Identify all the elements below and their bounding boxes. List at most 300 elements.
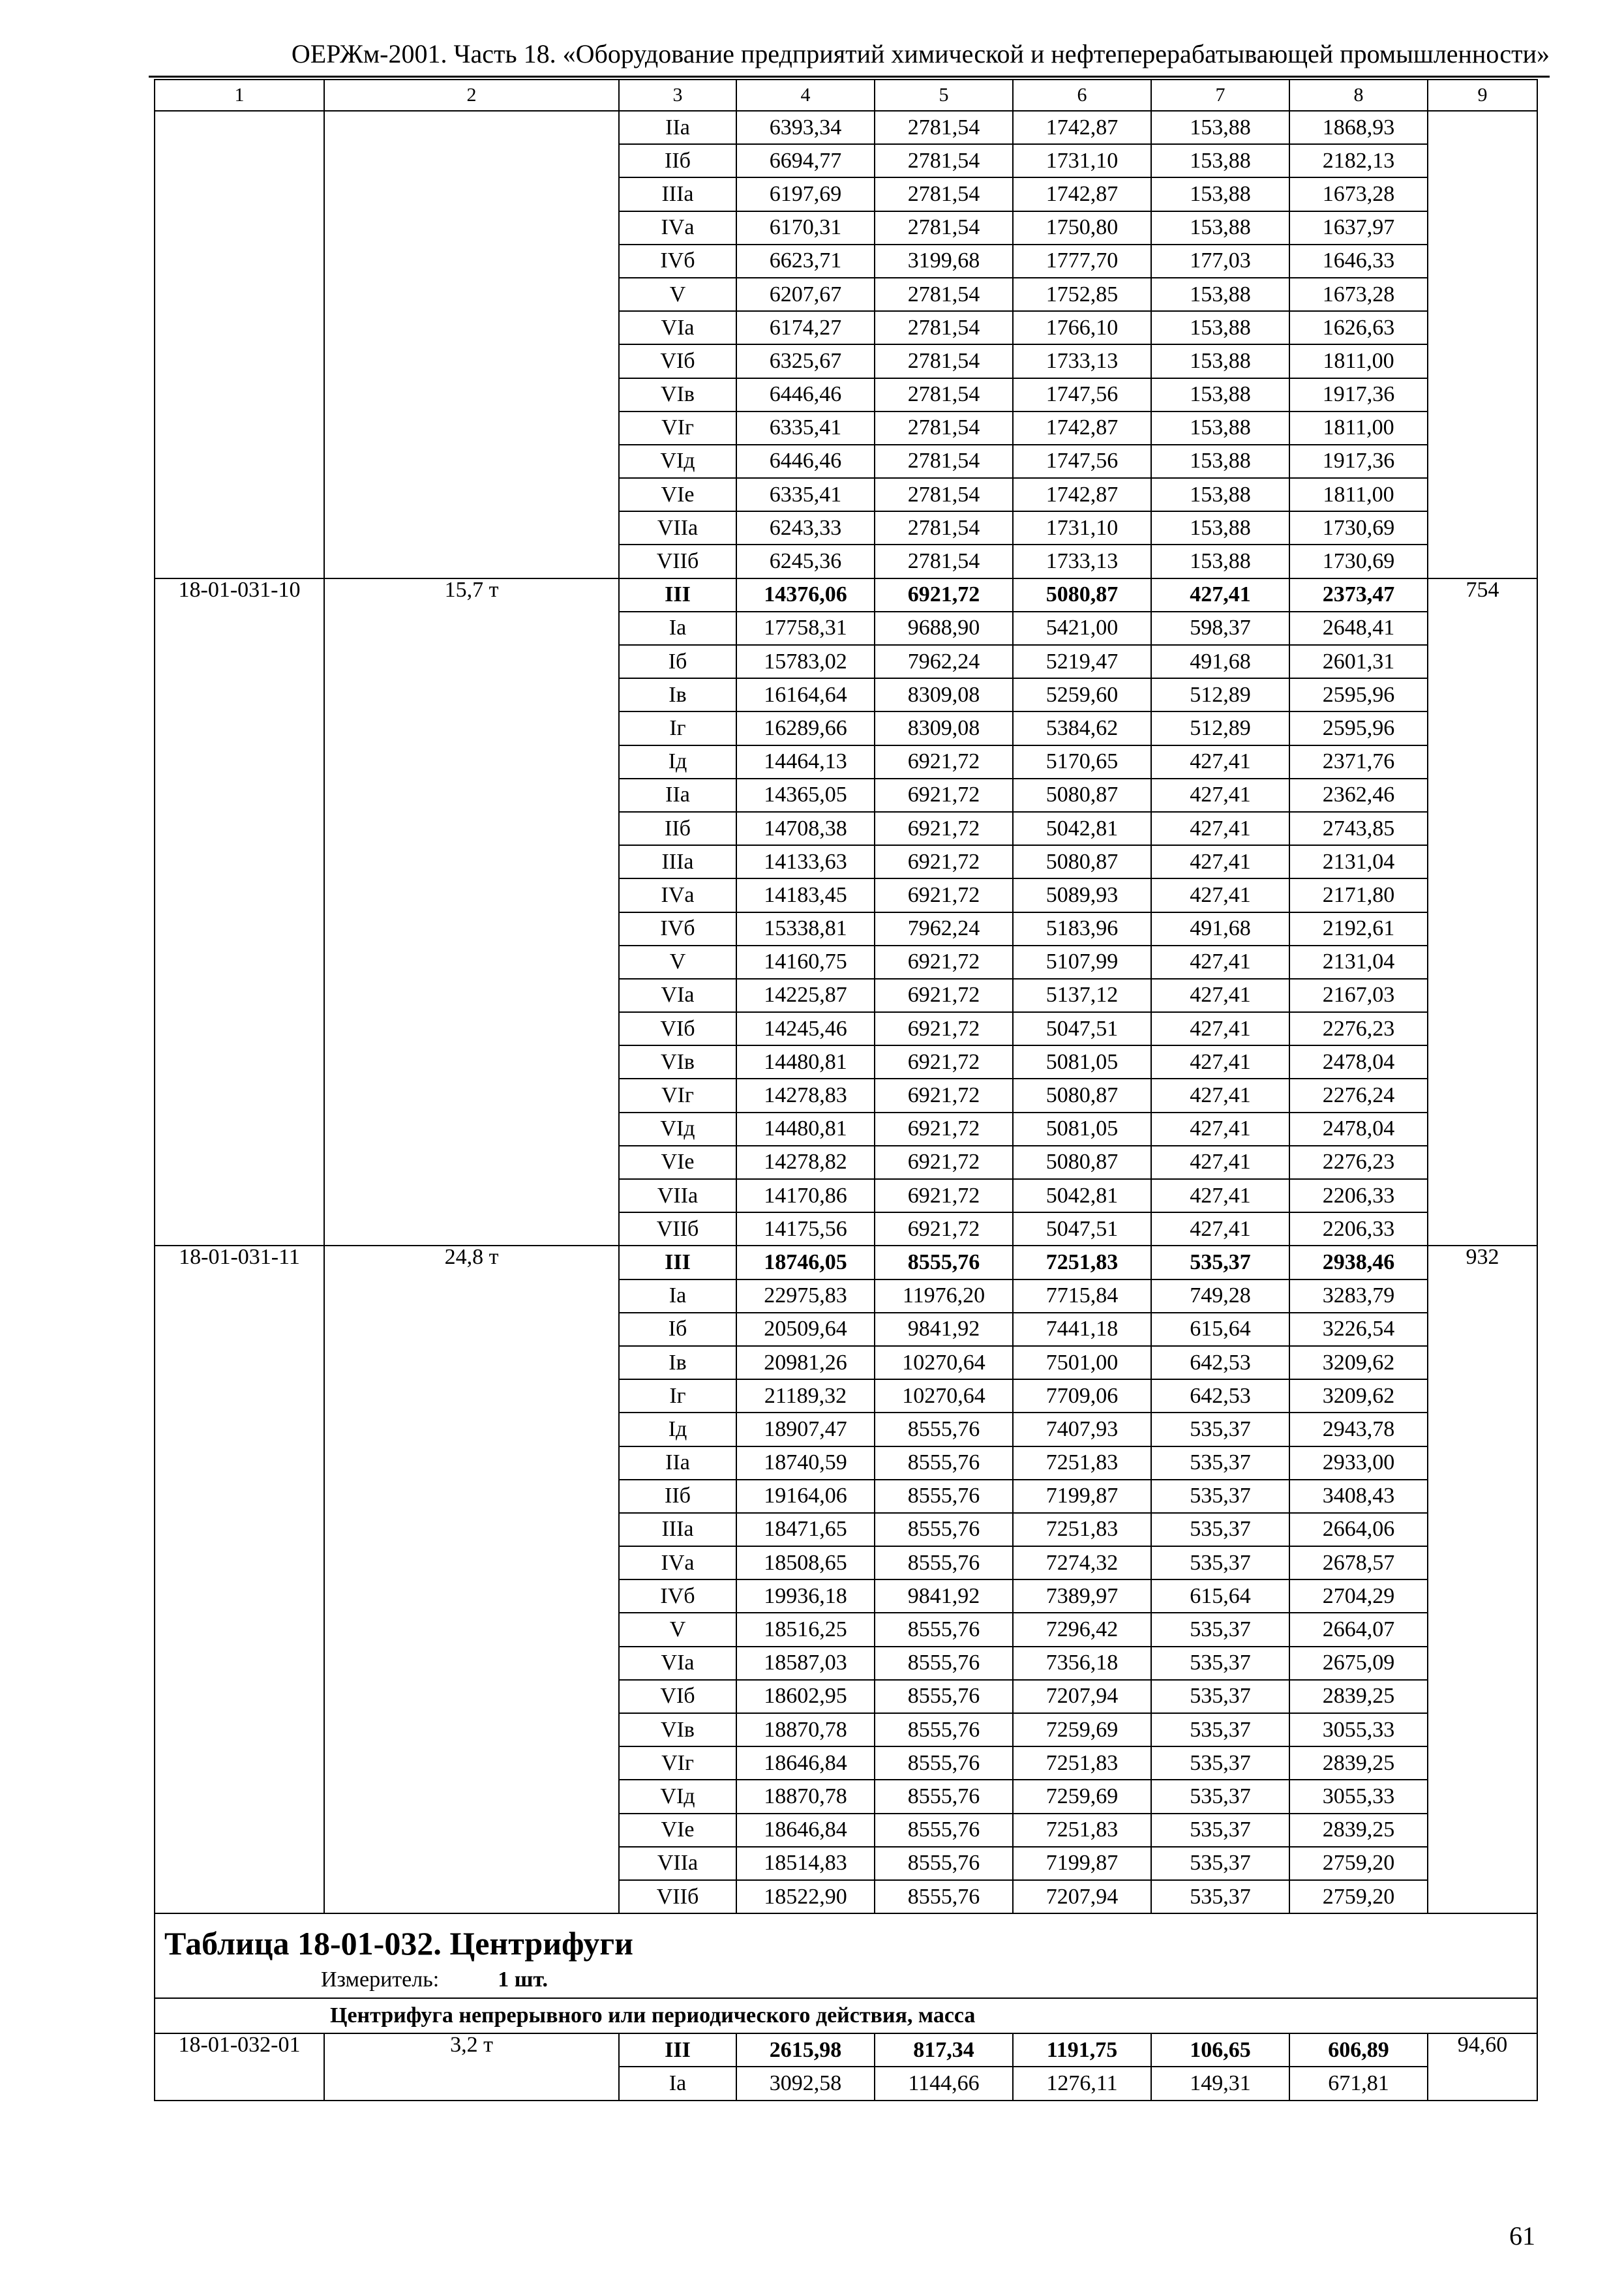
- value-cell: 6921,72: [875, 1113, 1013, 1146]
- value-cell: 1747,56: [1013, 445, 1151, 478]
- value-cell: 8555,76: [875, 1880, 1013, 1913]
- value-cell: 2206,33: [1289, 1212, 1428, 1246]
- column-number-row: [155, 80, 1537, 111]
- value-cell: 671,81: [1289, 2067, 1428, 2100]
- value-cell: 153,88: [1151, 511, 1289, 545]
- item-col9: [1428, 111, 1537, 578]
- item-code: 18-01-031-11: [155, 1246, 324, 1913]
- value-cell: 2276,24: [1289, 1079, 1428, 1112]
- zone-cell: VIIб: [619, 1880, 736, 1913]
- value-cell: 14183,45: [736, 878, 875, 912]
- value-cell: 18740,59: [736, 1446, 875, 1480]
- value-cell: 5137,12: [1013, 979, 1151, 1012]
- page-header: ОЕРЖм-2001. Часть 18. «Оборудование предприятий химической и нефтеперерабатывающей промышленности»: [149, 38, 1550, 78]
- value-cell: 18508,65: [736, 1546, 875, 1579]
- zone-cell: IIб: [619, 1480, 736, 1513]
- value-cell: 5384,62: [1013, 711, 1151, 745]
- value-cell: 2675,09: [1289, 1647, 1428, 1680]
- value-cell: 427,41: [1151, 979, 1289, 1012]
- value-cell: 7715,84: [1013, 1279, 1151, 1313]
- value-cell: 14480,81: [736, 1045, 875, 1079]
- table-row: [155, 578, 1537, 612]
- column-number: 9: [1428, 80, 1537, 111]
- value-cell: 3092,58: [736, 2067, 875, 2100]
- value-cell: 14365,05: [736, 779, 875, 812]
- value-cell: 1673,28: [1289, 278, 1428, 311]
- zone-cell: IIб: [619, 812, 736, 845]
- value-cell: 7199,87: [1013, 1847, 1151, 1880]
- value-cell: 8555,76: [875, 1647, 1013, 1680]
- zone-cell: VIе: [619, 1146, 736, 1179]
- value-cell: 153,88: [1151, 278, 1289, 311]
- column-number: 8: [1289, 80, 1428, 111]
- value-cell: 5080,87: [1013, 779, 1151, 812]
- value-cell: 8555,76: [875, 1446, 1013, 1480]
- value-cell: 1733,13: [1013, 344, 1151, 378]
- table-row: [155, 111, 1537, 144]
- item-col9: 932: [1428, 1246, 1537, 1913]
- value-cell: 427,41: [1151, 878, 1289, 912]
- zone-cell: VIд: [619, 1780, 736, 1813]
- value-cell: 2373,47: [1289, 578, 1428, 612]
- value-cell: 2601,31: [1289, 645, 1428, 678]
- value-cell: 2781,54: [875, 111, 1013, 144]
- column-number: 7: [1151, 80, 1289, 111]
- zone-cell: IIIа: [619, 177, 736, 211]
- value-cell: 2781,54: [875, 177, 1013, 211]
- value-cell: 8555,76: [875, 1546, 1013, 1579]
- value-cell: 535,37: [1151, 1246, 1289, 1279]
- value-cell: 8555,76: [875, 1613, 1013, 1646]
- value-cell: 2781,54: [875, 211, 1013, 245]
- value-cell: 7199,87: [1013, 1480, 1151, 1513]
- value-cell: 6335,41: [736, 411, 875, 445]
- value-cell: 2839,25: [1289, 1814, 1428, 1847]
- value-cell: 5042,81: [1013, 1179, 1151, 1212]
- value-cell: 2192,61: [1289, 912, 1428, 946]
- zone-cell: VIIб: [619, 1212, 736, 1246]
- value-cell: 6243,33: [736, 511, 875, 545]
- item-mass: [324, 111, 619, 578]
- value-cell: 11976,20: [875, 1279, 1013, 1313]
- value-cell: 2781,54: [875, 378, 1013, 411]
- value-cell: 14160,75: [736, 946, 875, 979]
- zone-cell: Iа: [619, 2067, 736, 2100]
- value-cell: 7274,32: [1013, 1546, 1151, 1579]
- price-table: [154, 79, 1538, 2101]
- value-cell: 19936,18: [736, 1579, 875, 1613]
- value-cell: 8309,08: [875, 711, 1013, 745]
- value-cell: 14175,56: [736, 1212, 875, 1246]
- value-cell: 5081,05: [1013, 1045, 1151, 1079]
- value-cell: 1730,69: [1289, 545, 1428, 578]
- value-cell: 2131,04: [1289, 946, 1428, 979]
- value-cell: 5170,65: [1013, 745, 1151, 779]
- column-number: 5: [875, 80, 1013, 111]
- value-cell: 153,88: [1151, 545, 1289, 578]
- value-cell: 6694,77: [736, 144, 875, 177]
- value-cell: 535,37: [1151, 1680, 1289, 1713]
- value-cell: 3055,33: [1289, 1713, 1428, 1746]
- column-number: 6: [1013, 80, 1151, 111]
- value-cell: 1673,28: [1289, 177, 1428, 211]
- value-cell: 6921,72: [875, 1079, 1013, 1112]
- zone-cell: Iд: [619, 745, 736, 779]
- value-cell: 6921,72: [875, 745, 1013, 779]
- value-cell: 153,88: [1151, 311, 1289, 344]
- value-cell: 2781,54: [875, 344, 1013, 378]
- table-title-row: [155, 1913, 1537, 1998]
- value-cell: 14133,63: [736, 845, 875, 878]
- zone-cell: IVа: [619, 211, 736, 245]
- zone-cell: IIIа: [619, 845, 736, 878]
- value-cell: 7356,18: [1013, 1647, 1151, 1680]
- value-cell: 10270,64: [875, 1379, 1013, 1413]
- value-cell: 2839,25: [1289, 1746, 1428, 1780]
- zone-cell: IVб: [619, 912, 736, 946]
- value-cell: 106,65: [1151, 2033, 1289, 2067]
- value-cell: 1917,36: [1289, 378, 1428, 411]
- value-cell: 6170,31: [736, 211, 875, 245]
- value-cell: 2938,46: [1289, 1246, 1428, 1279]
- value-cell: 14245,46: [736, 1012, 875, 1045]
- value-cell: 2933,00: [1289, 1446, 1428, 1480]
- zone-cell: VIд: [619, 1113, 736, 1146]
- zone-cell: VIа: [619, 1647, 736, 1680]
- value-cell: 5107,99: [1013, 946, 1151, 979]
- value-cell: 749,28: [1151, 1279, 1289, 1313]
- value-cell: 427,41: [1151, 745, 1289, 779]
- zone-cell: VIг: [619, 411, 736, 445]
- zone-cell: VIг: [619, 1079, 736, 1112]
- zone-cell: VIе: [619, 1814, 736, 1847]
- meter-unit: 1 шт.: [498, 1967, 549, 1992]
- value-cell: 2276,23: [1289, 1012, 1428, 1045]
- meter-label: Измеритель:: [321, 1967, 440, 1992]
- value-cell: 427,41: [1151, 812, 1289, 845]
- value-cell: 153,88: [1151, 111, 1289, 144]
- value-cell: 17758,31: [736, 612, 875, 645]
- value-cell: 153,88: [1151, 177, 1289, 211]
- value-cell: 8555,76: [875, 1746, 1013, 1780]
- value-cell: 1733,13: [1013, 545, 1151, 578]
- zone-cell: V: [619, 946, 736, 979]
- value-cell: 1742,87: [1013, 177, 1151, 211]
- value-cell: 1276,11: [1013, 2067, 1151, 2100]
- value-cell: 7251,83: [1013, 1814, 1151, 1847]
- item-col9: 94,60: [1428, 2033, 1537, 2100]
- zone-cell: VIIб: [619, 545, 736, 578]
- value-cell: 1646,33: [1289, 245, 1428, 278]
- value-cell: 817,34: [875, 2033, 1013, 2067]
- item-code: 18-01-032-01: [155, 2033, 324, 2100]
- value-cell: 491,68: [1151, 912, 1289, 946]
- item-code: 18-01-031-10: [155, 578, 324, 1246]
- value-cell: 14278,83: [736, 1079, 875, 1112]
- value-cell: 2781,54: [875, 445, 1013, 478]
- value-cell: 16164,64: [736, 678, 875, 711]
- value-cell: 3199,68: [875, 245, 1013, 278]
- zone-cell: VIб: [619, 1680, 736, 1713]
- value-cell: 18602,95: [736, 1680, 875, 1713]
- value-cell: 2704,29: [1289, 1579, 1428, 1613]
- zone-cell: IIа: [619, 111, 736, 144]
- value-cell: 427,41: [1151, 1212, 1289, 1246]
- value-cell: 535,37: [1151, 1613, 1289, 1646]
- value-cell: 1750,80: [1013, 211, 1151, 245]
- value-cell: 18870,78: [736, 1713, 875, 1746]
- value-cell: 8309,08: [875, 678, 1013, 711]
- value-cell: 1742,87: [1013, 478, 1151, 511]
- value-cell: 7407,93: [1013, 1413, 1151, 1446]
- value-cell: 3055,33: [1289, 1780, 1428, 1813]
- value-cell: 7251,83: [1013, 1446, 1151, 1480]
- value-cell: 427,41: [1151, 578, 1289, 612]
- value-cell: 153,88: [1151, 211, 1289, 245]
- value-cell: 8555,76: [875, 1713, 1013, 1746]
- value-cell: 1747,56: [1013, 378, 1151, 411]
- value-cell: 2759,20: [1289, 1880, 1428, 1913]
- value-cell: 1752,85: [1013, 278, 1151, 311]
- value-cell: 598,37: [1151, 612, 1289, 645]
- zone-cell: VIг: [619, 1746, 736, 1780]
- value-cell: 615,64: [1151, 1313, 1289, 1346]
- value-cell: 6446,46: [736, 378, 875, 411]
- value-cell: 153,88: [1151, 445, 1289, 478]
- value-cell: 535,37: [1151, 1780, 1289, 1813]
- zone-cell: VIа: [619, 311, 736, 344]
- value-cell: 1626,63: [1289, 311, 1428, 344]
- item-mass: 3,2 т: [324, 2033, 619, 2100]
- item-col9: 754: [1428, 578, 1537, 1246]
- value-cell: 2595,96: [1289, 711, 1428, 745]
- value-cell: 2781,54: [875, 511, 1013, 545]
- value-cell: 2131,04: [1289, 845, 1428, 878]
- zone-cell: IVа: [619, 878, 736, 912]
- value-cell: 1917,36: [1289, 445, 1428, 478]
- value-cell: 5183,96: [1013, 912, 1151, 946]
- zone-cell: Iд: [619, 1413, 736, 1446]
- value-cell: 9688,90: [875, 612, 1013, 645]
- value-cell: 149,31: [1151, 2067, 1289, 2100]
- value-cell: 177,03: [1151, 245, 1289, 278]
- value-cell: 6921,72: [875, 1012, 1013, 1045]
- value-cell: 14278,82: [736, 1146, 875, 1179]
- zone-cell: VIе: [619, 478, 736, 511]
- value-cell: 6623,71: [736, 245, 875, 278]
- value-cell: 8555,76: [875, 1780, 1013, 1813]
- value-cell: 5080,87: [1013, 1079, 1151, 1112]
- value-cell: 5080,87: [1013, 1146, 1151, 1179]
- value-cell: 2648,41: [1289, 612, 1428, 645]
- item-mass: 15,7 т: [324, 578, 619, 1246]
- value-cell: 3283,79: [1289, 1279, 1428, 1313]
- value-cell: 535,37: [1151, 1647, 1289, 1680]
- value-cell: 6921,72: [875, 946, 1013, 979]
- value-cell: 427,41: [1151, 1113, 1289, 1146]
- value-cell: 6446,46: [736, 445, 875, 478]
- value-cell: 7207,94: [1013, 1880, 1151, 1913]
- value-cell: 7259,69: [1013, 1780, 1151, 1813]
- value-cell: 5219,47: [1013, 645, 1151, 678]
- zone-cell: VIв: [619, 378, 736, 411]
- value-cell: 427,41: [1151, 1045, 1289, 1079]
- value-cell: 7251,83: [1013, 1513, 1151, 1546]
- column-number: 4: [736, 80, 875, 111]
- value-cell: 8555,76: [875, 1847, 1013, 1880]
- value-cell: 427,41: [1151, 845, 1289, 878]
- value-cell: 1191,75: [1013, 2033, 1151, 2067]
- value-cell: 1742,87: [1013, 411, 1151, 445]
- zone-cell: VIIа: [619, 511, 736, 545]
- value-cell: 8555,76: [875, 1480, 1013, 1513]
- value-cell: 6921,72: [875, 779, 1013, 812]
- value-cell: 15783,02: [736, 645, 875, 678]
- value-cell: 1731,10: [1013, 144, 1151, 177]
- value-cell: 535,37: [1151, 1880, 1289, 1913]
- value-cell: 7251,83: [1013, 1746, 1151, 1780]
- value-cell: 615,64: [1151, 1579, 1289, 1613]
- column-number: 2: [324, 80, 619, 111]
- value-cell: 1811,00: [1289, 411, 1428, 445]
- value-cell: 7259,69: [1013, 1713, 1151, 1746]
- value-cell: 2781,54: [875, 411, 1013, 445]
- meter-line: [164, 1965, 1527, 1995]
- zone-cell: IIIа: [619, 1513, 736, 1546]
- value-cell: 2478,04: [1289, 1045, 1428, 1079]
- value-cell: 1637,97: [1289, 211, 1428, 245]
- zone-cell: IIа: [619, 779, 736, 812]
- zone-cell: Iа: [619, 612, 736, 645]
- zone-cell: Iв: [619, 678, 736, 711]
- value-cell: 22975,83: [736, 1279, 875, 1313]
- table-title: Таблица 18-01-032. Центрифуги: [164, 1925, 633, 1962]
- value-cell: 8555,76: [875, 1814, 1013, 1847]
- column-number: 1: [155, 80, 324, 111]
- value-cell: 6921,72: [875, 578, 1013, 612]
- value-cell: 535,37: [1151, 1480, 1289, 1513]
- value-cell: 153,88: [1151, 344, 1289, 378]
- value-cell: 512,89: [1151, 678, 1289, 711]
- value-cell: 6921,72: [875, 878, 1013, 912]
- value-cell: 6921,72: [875, 812, 1013, 845]
- value-cell: 2362,46: [1289, 779, 1428, 812]
- table-row: [155, 2033, 1537, 2067]
- value-cell: 2595,96: [1289, 678, 1428, 711]
- value-cell: 6921,72: [875, 1146, 1013, 1179]
- value-cell: 1777,70: [1013, 245, 1151, 278]
- value-cell: 3209,62: [1289, 1346, 1428, 1379]
- value-cell: 5080,87: [1013, 578, 1151, 612]
- column-number: 3: [619, 80, 736, 111]
- zone-cell: Iа: [619, 1279, 736, 1313]
- zone-cell: VIIа: [619, 1179, 736, 1212]
- value-cell: 2371,76: [1289, 745, 1428, 779]
- value-cell: 535,37: [1151, 1746, 1289, 1780]
- value-cell: 5089,93: [1013, 878, 1151, 912]
- value-cell: 2781,54: [875, 144, 1013, 177]
- zone-cell: VIв: [619, 1713, 736, 1746]
- value-cell: 21189,32: [736, 1379, 875, 1413]
- value-cell: 18522,90: [736, 1880, 875, 1913]
- value-cell: 5047,51: [1013, 1012, 1151, 1045]
- value-cell: 2276,23: [1289, 1146, 1428, 1179]
- value-cell: 1766,10: [1013, 311, 1151, 344]
- zone-cell: VIв: [619, 1045, 736, 1079]
- value-cell: 2743,85: [1289, 812, 1428, 845]
- table-row: [155, 1246, 1537, 1279]
- value-cell: 18587,03: [736, 1647, 875, 1680]
- value-cell: 7962,24: [875, 912, 1013, 946]
- subsection-title: Центрифуга непрерывного или периодического действия, масса: [155, 1998, 1537, 2033]
- value-cell: 535,37: [1151, 1814, 1289, 1847]
- subsection-row: [155, 1998, 1537, 2033]
- value-cell: 427,41: [1151, 1012, 1289, 1045]
- value-cell: 2615,98: [736, 2033, 875, 2067]
- value-cell: 153,88: [1151, 144, 1289, 177]
- value-cell: 535,37: [1151, 1446, 1289, 1480]
- value-cell: 1811,00: [1289, 344, 1428, 378]
- value-cell: 1811,00: [1289, 478, 1428, 511]
- value-cell: 6921,72: [875, 1212, 1013, 1246]
- value-cell: 14708,38: [736, 812, 875, 845]
- value-cell: 7389,97: [1013, 1579, 1151, 1613]
- zone-cell: III: [619, 1246, 736, 1279]
- value-cell: 2182,13: [1289, 144, 1428, 177]
- value-cell: 2171,80: [1289, 878, 1428, 912]
- value-cell: 535,37: [1151, 1513, 1289, 1546]
- zone-cell: VIа: [619, 979, 736, 1012]
- zone-cell: III: [619, 2033, 736, 2067]
- value-cell: 7441,18: [1013, 1313, 1151, 1346]
- page-number: 61: [1509, 2221, 1535, 2251]
- value-cell: 14170,86: [736, 1179, 875, 1212]
- zone-cell: VIд: [619, 445, 736, 478]
- value-cell: 20981,26: [736, 1346, 875, 1379]
- value-cell: 427,41: [1151, 946, 1289, 979]
- value-cell: 2206,33: [1289, 1179, 1428, 1212]
- zone-cell: V: [619, 278, 736, 311]
- value-cell: 6174,27: [736, 311, 875, 344]
- value-cell: 16289,66: [736, 711, 875, 745]
- zone-cell: Iг: [619, 1379, 736, 1413]
- value-cell: 18471,65: [736, 1513, 875, 1546]
- value-cell: 535,37: [1151, 1546, 1289, 1579]
- value-cell: 1868,93: [1289, 111, 1428, 144]
- zone-cell: VIб: [619, 1012, 736, 1045]
- value-cell: 535,37: [1151, 1713, 1289, 1746]
- value-cell: 2167,03: [1289, 979, 1428, 1012]
- zone-cell: V: [619, 1613, 736, 1646]
- value-cell: 153,88: [1151, 378, 1289, 411]
- item-mass: 24,8 т: [324, 1246, 619, 1913]
- value-cell: 14464,13: [736, 745, 875, 779]
- zone-cell: VIIа: [619, 1847, 736, 1880]
- value-cell: 606,89: [1289, 2033, 1428, 2067]
- value-cell: 10270,64: [875, 1346, 1013, 1379]
- value-cell: 8555,76: [875, 1680, 1013, 1713]
- value-cell: 8555,76: [875, 1513, 1013, 1546]
- zone-cell: VIб: [619, 344, 736, 378]
- value-cell: 2478,04: [1289, 1113, 1428, 1146]
- value-cell: 6325,67: [736, 344, 875, 378]
- value-cell: 6245,36: [736, 545, 875, 578]
- value-cell: 19164,06: [736, 1480, 875, 1513]
- zone-cell: IVб: [619, 1579, 736, 1613]
- value-cell: 18646,84: [736, 1814, 875, 1847]
- value-cell: 5042,81: [1013, 812, 1151, 845]
- value-cell: 2664,07: [1289, 1613, 1428, 1646]
